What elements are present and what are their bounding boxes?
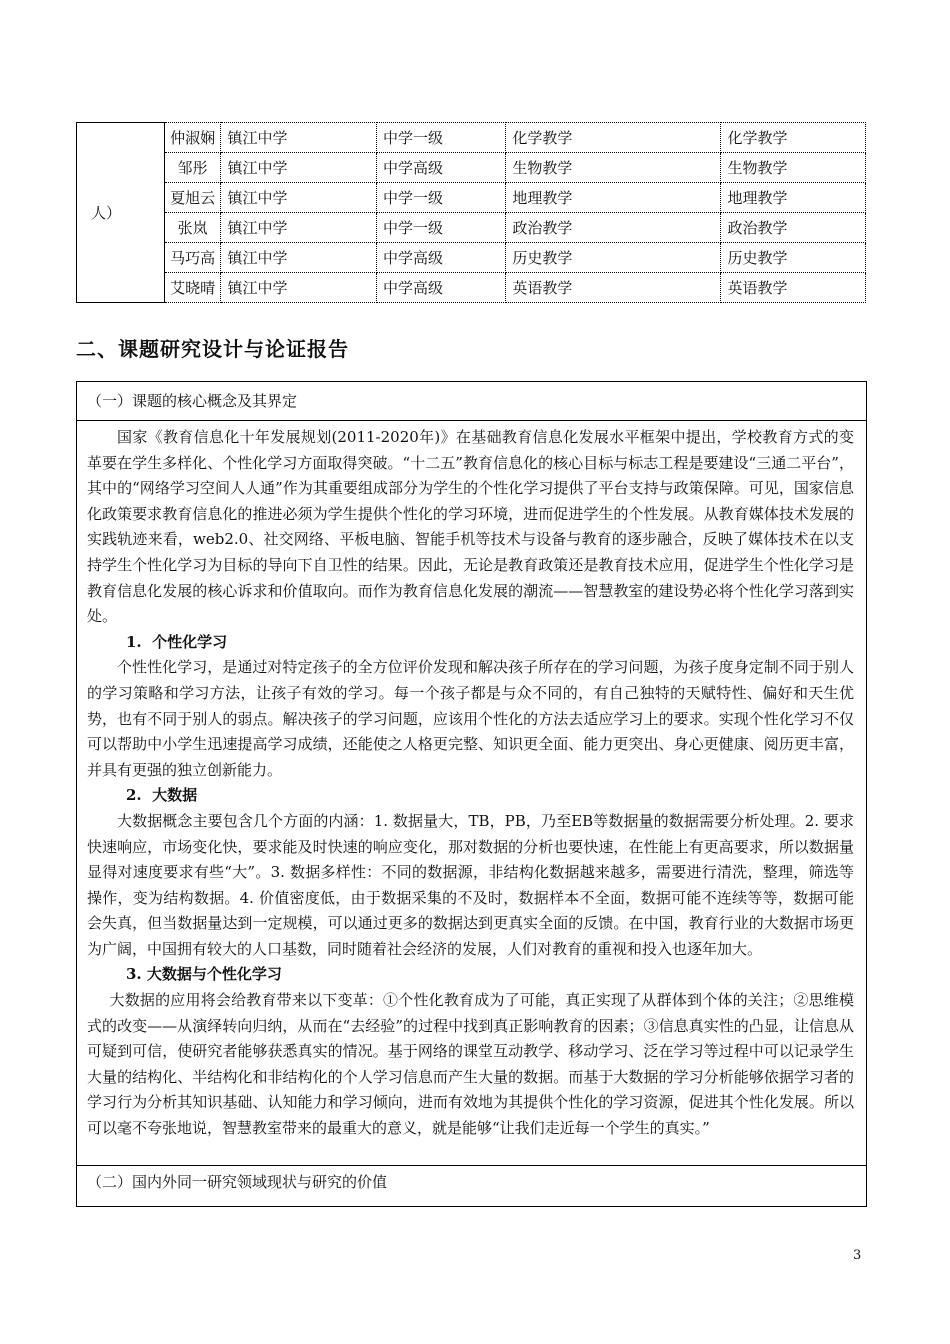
member-school-cell: 镇江中学 [221, 213, 377, 243]
member-specialty-cell: 化学教学 [506, 123, 721, 153]
member-title-cell: 中学一级 [377, 183, 506, 213]
member-title-cell: 中学高级 [377, 153, 506, 183]
member-specialty-cell: 英语教学 [506, 273, 721, 303]
table-row [77, 123, 866, 153]
member-role-cell: 政治教学 [721, 213, 866, 243]
member-school-cell: 镇江中学 [221, 243, 377, 273]
page-number: 3 [853, 1248, 862, 1263]
table-row [77, 243, 866, 273]
member-school-cell: 镇江中学 [221, 153, 377, 183]
research-status-heading: （二）国内外同一研究领域现状与研究的价值 [77, 1165, 866, 1206]
member-title-cell: 中学高级 [377, 273, 506, 303]
member-name-cell: 张岚 [164, 213, 221, 243]
member-role-cell: 生物教学 [721, 153, 866, 183]
subheading-big-data: 2. 大数据 [126, 786, 198, 805]
member-school-cell: 镇江中学 [221, 273, 377, 303]
subheading-big-data-personalized: 3. 大数据与个性化学习 [126, 965, 282, 984]
member-school-cell: 镇江中学 [221, 183, 377, 213]
section-title: 二、课题研究设计与论证报告 [76, 337, 349, 361]
big-data-personalized-paragraph: 大数据的应用将会给教育带来以下变革：①个性化教育成为了可能，真正实现了从群体到个体的关注；②思维模式的改变——从演绎转向归纳，从而在“去经验”的过程中找到真正影响教育的因素；③信息真实性的凸显，让信息从可疑到可信，使研究者能够获悉真实的情况。基于网络的课堂互动教学、移动学习、泛在学习等过程中可以记录学生大量的结构化、半结构化和非结构化的个人学习信息而产生大量的数据。而基于大数据的学习分析能够依据学习者的学习行为分析其知识基础、认知能力和学习倾向，进而有效地为其提供个性化的学习资源，促进其个性化发展。所以可以毫不夸张地说，智慧教室带来的最重大的意义，就是能够“让我们走近每一个学生的真实。” [87, 991, 854, 1138]
member-group-label: 人） [77, 123, 165, 303]
member-role-cell: 地理教学 [721, 183, 866, 213]
report-box [76, 381, 867, 1207]
member-school-cell: 镇江中学 [221, 123, 377, 153]
intro-paragraph: 国家《教育信息化十年发展规划(2011-2020年)》在基础教育信息化发展水平框架中提出，学校教育方式的变革要在学生多样化、个性化学习方面取得突破。“十二五”教育信息化的核心目标与标志工程是要建设“三通二平台”，其中的“网络学习空间人人通”作为其重要组成部分为学生的个性化学习提供了平台支持与政策保障。可见，国家信息化政策要求教育信息化的推进必须为学生提供个性化的学习环境，进而促进学生的个性发展。从教育媒体技术发展的实践轨迹来看，web2.0、社交网络、平板电脑、智能手机等技术与设备与教育的逐步融合，反映了媒体技术在以支持学生个性化学习为目标的导向下自卫性的结果。因此，无论是教育政策还是教育技术应用，促进学生个性化学习是教育信息化发展的核心诉求和价值取向。而作为教育信息化发展的潮流——智慧教室的建设势必将个性化学习落到实处。 [87, 428, 854, 626]
table-row [77, 183, 866, 213]
member-specialty-cell: 生物教学 [506, 153, 721, 183]
report-body [77, 421, 866, 1142]
core-concept-heading: （一）课题的核心概念及其界定 [77, 382, 866, 421]
big-data-paragraph: 大数据概念主要包含几个方面的内涵：1. 数据量大，TB，PB，乃至EB等数据量的数据需要分析处理。2. 要求快速响应，市场变化快，要求能及时快速的响应变化，那对数据的分析也要快速，在性能上有更高要求，所以数据量显得对速度要求有些“大”。3. 数据多样性：不同的数据源，非结构化数据越来越多，需要进行清洗，整理，筛选等操作，变为结构数据。4. 价值密度低，由于数据采集的不及时，数据样本不全面，数据可能不连续等等，数据可能会失真，但当数据量达到一定规模，可以通过更多的数据达到更真实全面的反馈。在中国，教育行业的大数据市场更为广阔，中国拥有较大的人口基数，同时随着社会经济的发展，人们对教育的重视和投入也逐年加大。 [87, 811, 854, 958]
subheading-personalized-learning: 1. 个性化学习 [126, 632, 228, 651]
member-title-cell: 中学一级 [377, 213, 506, 243]
member-role-cell: 历史教学 [721, 243, 866, 273]
member-name-cell: 夏旭云 [164, 183, 221, 213]
member-role-cell: 化学教学 [721, 123, 866, 153]
member-role-cell: 英语教学 [721, 273, 866, 303]
member-table [76, 122, 866, 303]
member-name-cell: 邹彤 [164, 153, 221, 183]
member-specialty-cell: 地理教学 [506, 183, 721, 213]
table-row [77, 273, 866, 303]
member-specialty-cell: 历史教学 [506, 243, 721, 273]
member-title-cell: 中学一级 [377, 123, 506, 153]
member-title-cell: 中学高级 [377, 243, 506, 273]
table-row [77, 213, 866, 243]
personalized-learning-paragraph: 个性性化学习，是通过对特定孩子的全方位评价发现和解决孩子所存在的学习问题，为孩子度身定制不同于别人的学习策略和学习方法，让孩子有效的学习。每一个孩子都是与众不同的，有自己独特的天赋特性、偏好和天生优势，也有不同于别人的弱点。解决孩子的学习问题，应该用个性化的方法去适应学习上的要求。实现个性化学习不仅可以帮助中小学生迅速提高学习成绩，还能使之人格更完整、知识更全面、能力更突出、身心更健康、阅历更丰富，并具有更强的独立创新能力。 [87, 658, 854, 779]
member-name-cell: 马巧高 [164, 243, 221, 273]
member-name-cell: 艾晓晴 [164, 273, 221, 303]
table-row [77, 153, 866, 183]
member-specialty-cell: 政治教学 [506, 213, 721, 243]
member-name-cell: 仲淑娴 [164, 123, 221, 153]
